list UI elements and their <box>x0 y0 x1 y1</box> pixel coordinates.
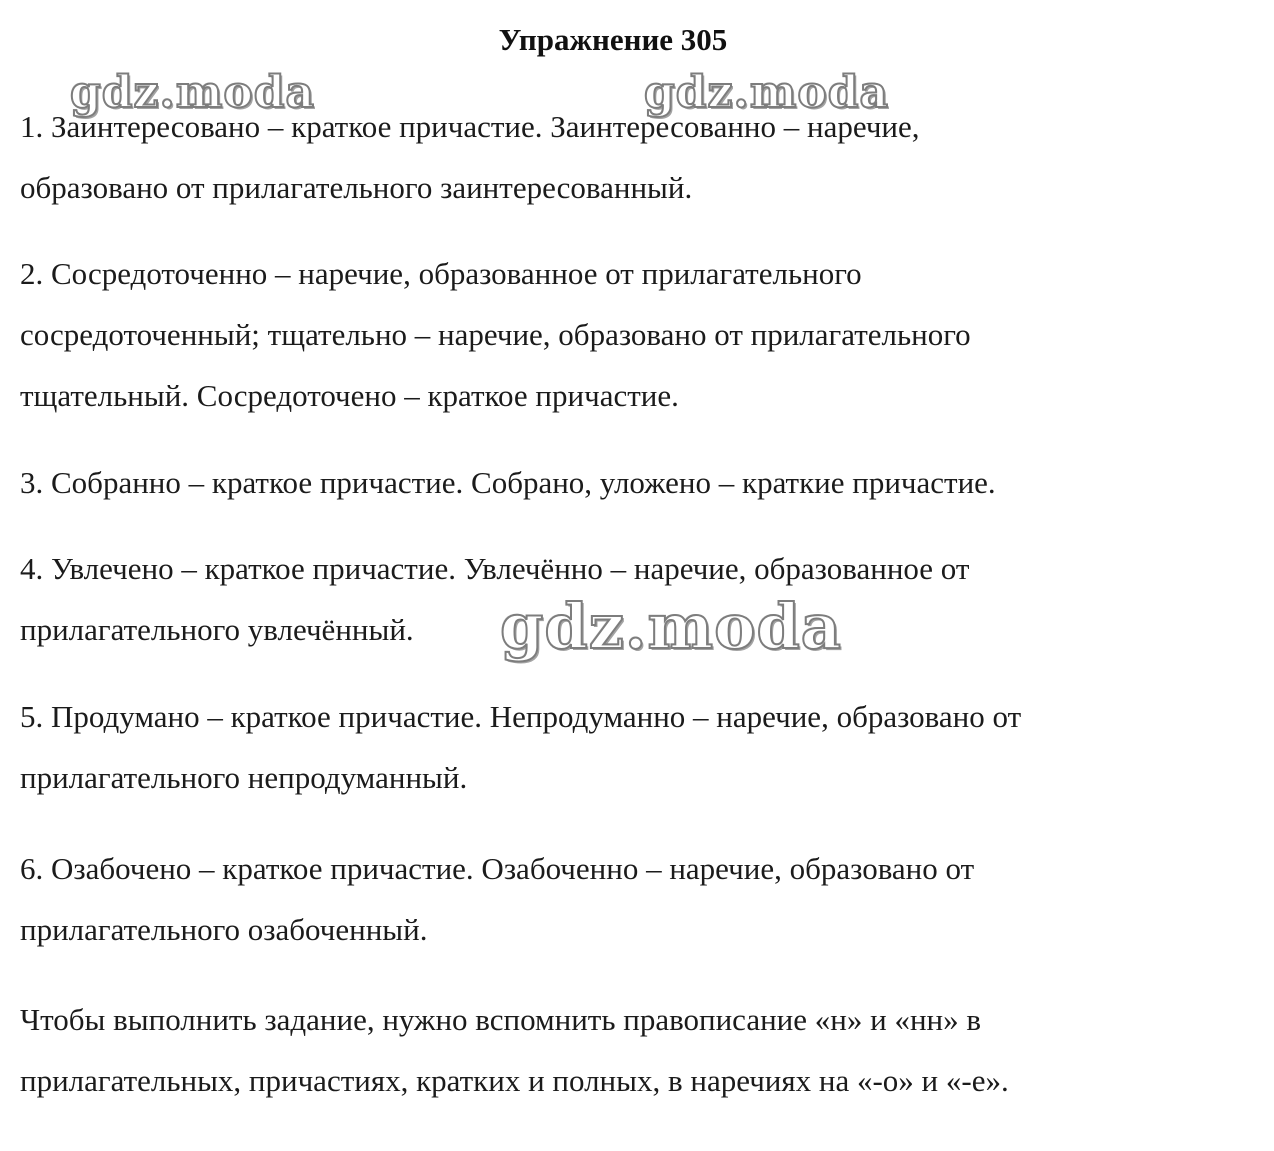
text-line: 1. Заинтересовано – краткое причастие. Заинтересованно – наречие, <box>20 109 920 144</box>
text-line: прилагательного озабоченный. <box>20 912 428 947</box>
answer-paragraph-1 <box>20 96 1220 218</box>
text-line: 6. Озабочено – краткое причастие. Озабоченно – наречие, образовано от <box>20 851 975 886</box>
text-line: прилагательного непродуманный. <box>20 760 468 795</box>
watermark-logo: gdz.moda <box>500 590 842 663</box>
watermark-logo: gdz.moda <box>644 67 890 118</box>
text-line: 4. Увлечено – краткое причастие. Увлечённо – наречие, образованное от <box>20 551 970 586</box>
text-line: тщательный. Сосредоточено – краткое причастие. <box>20 378 679 413</box>
text-line: прилагательных, причастиях, кратких и полных, в наречиях на «-о» и «-е». <box>20 1063 1009 1098</box>
answer-paragraph-4 <box>20 538 1220 663</box>
text-line: Чтобы выполнить задание, нужно вспомнить правописание «н» и «нн» в <box>20 1002 982 1037</box>
answer-paragraph-6 <box>20 838 1220 960</box>
text-line: прилагательного увлечённый. <box>20 612 414 647</box>
page-title: Упражнение 305 <box>498 22 728 57</box>
answer-paragraph-3 <box>20 452 1220 513</box>
answer-paragraph-2 <box>20 243 1220 426</box>
text-line: 3. Собранно – краткое причастие. Собрано, уложено – краткие причастие. <box>20 465 996 500</box>
conclusion-paragraph <box>20 989 1220 1111</box>
text-line: сосредоточенный; тщательно – наречие, образовано от прилагательного <box>20 317 971 352</box>
text-line: образовано от прилагательного заинтересованный. <box>20 170 693 205</box>
answer-paragraph-5 <box>20 686 1220 808</box>
watermark-logo: gdz.moda <box>70 67 316 118</box>
text-line: 5. Продумано – краткое причастие. Непродуманно – наречие, образовано от <box>20 699 1022 734</box>
text-line: 2. Сосредоточенно – наречие, образованное от прилагательного <box>20 256 862 291</box>
